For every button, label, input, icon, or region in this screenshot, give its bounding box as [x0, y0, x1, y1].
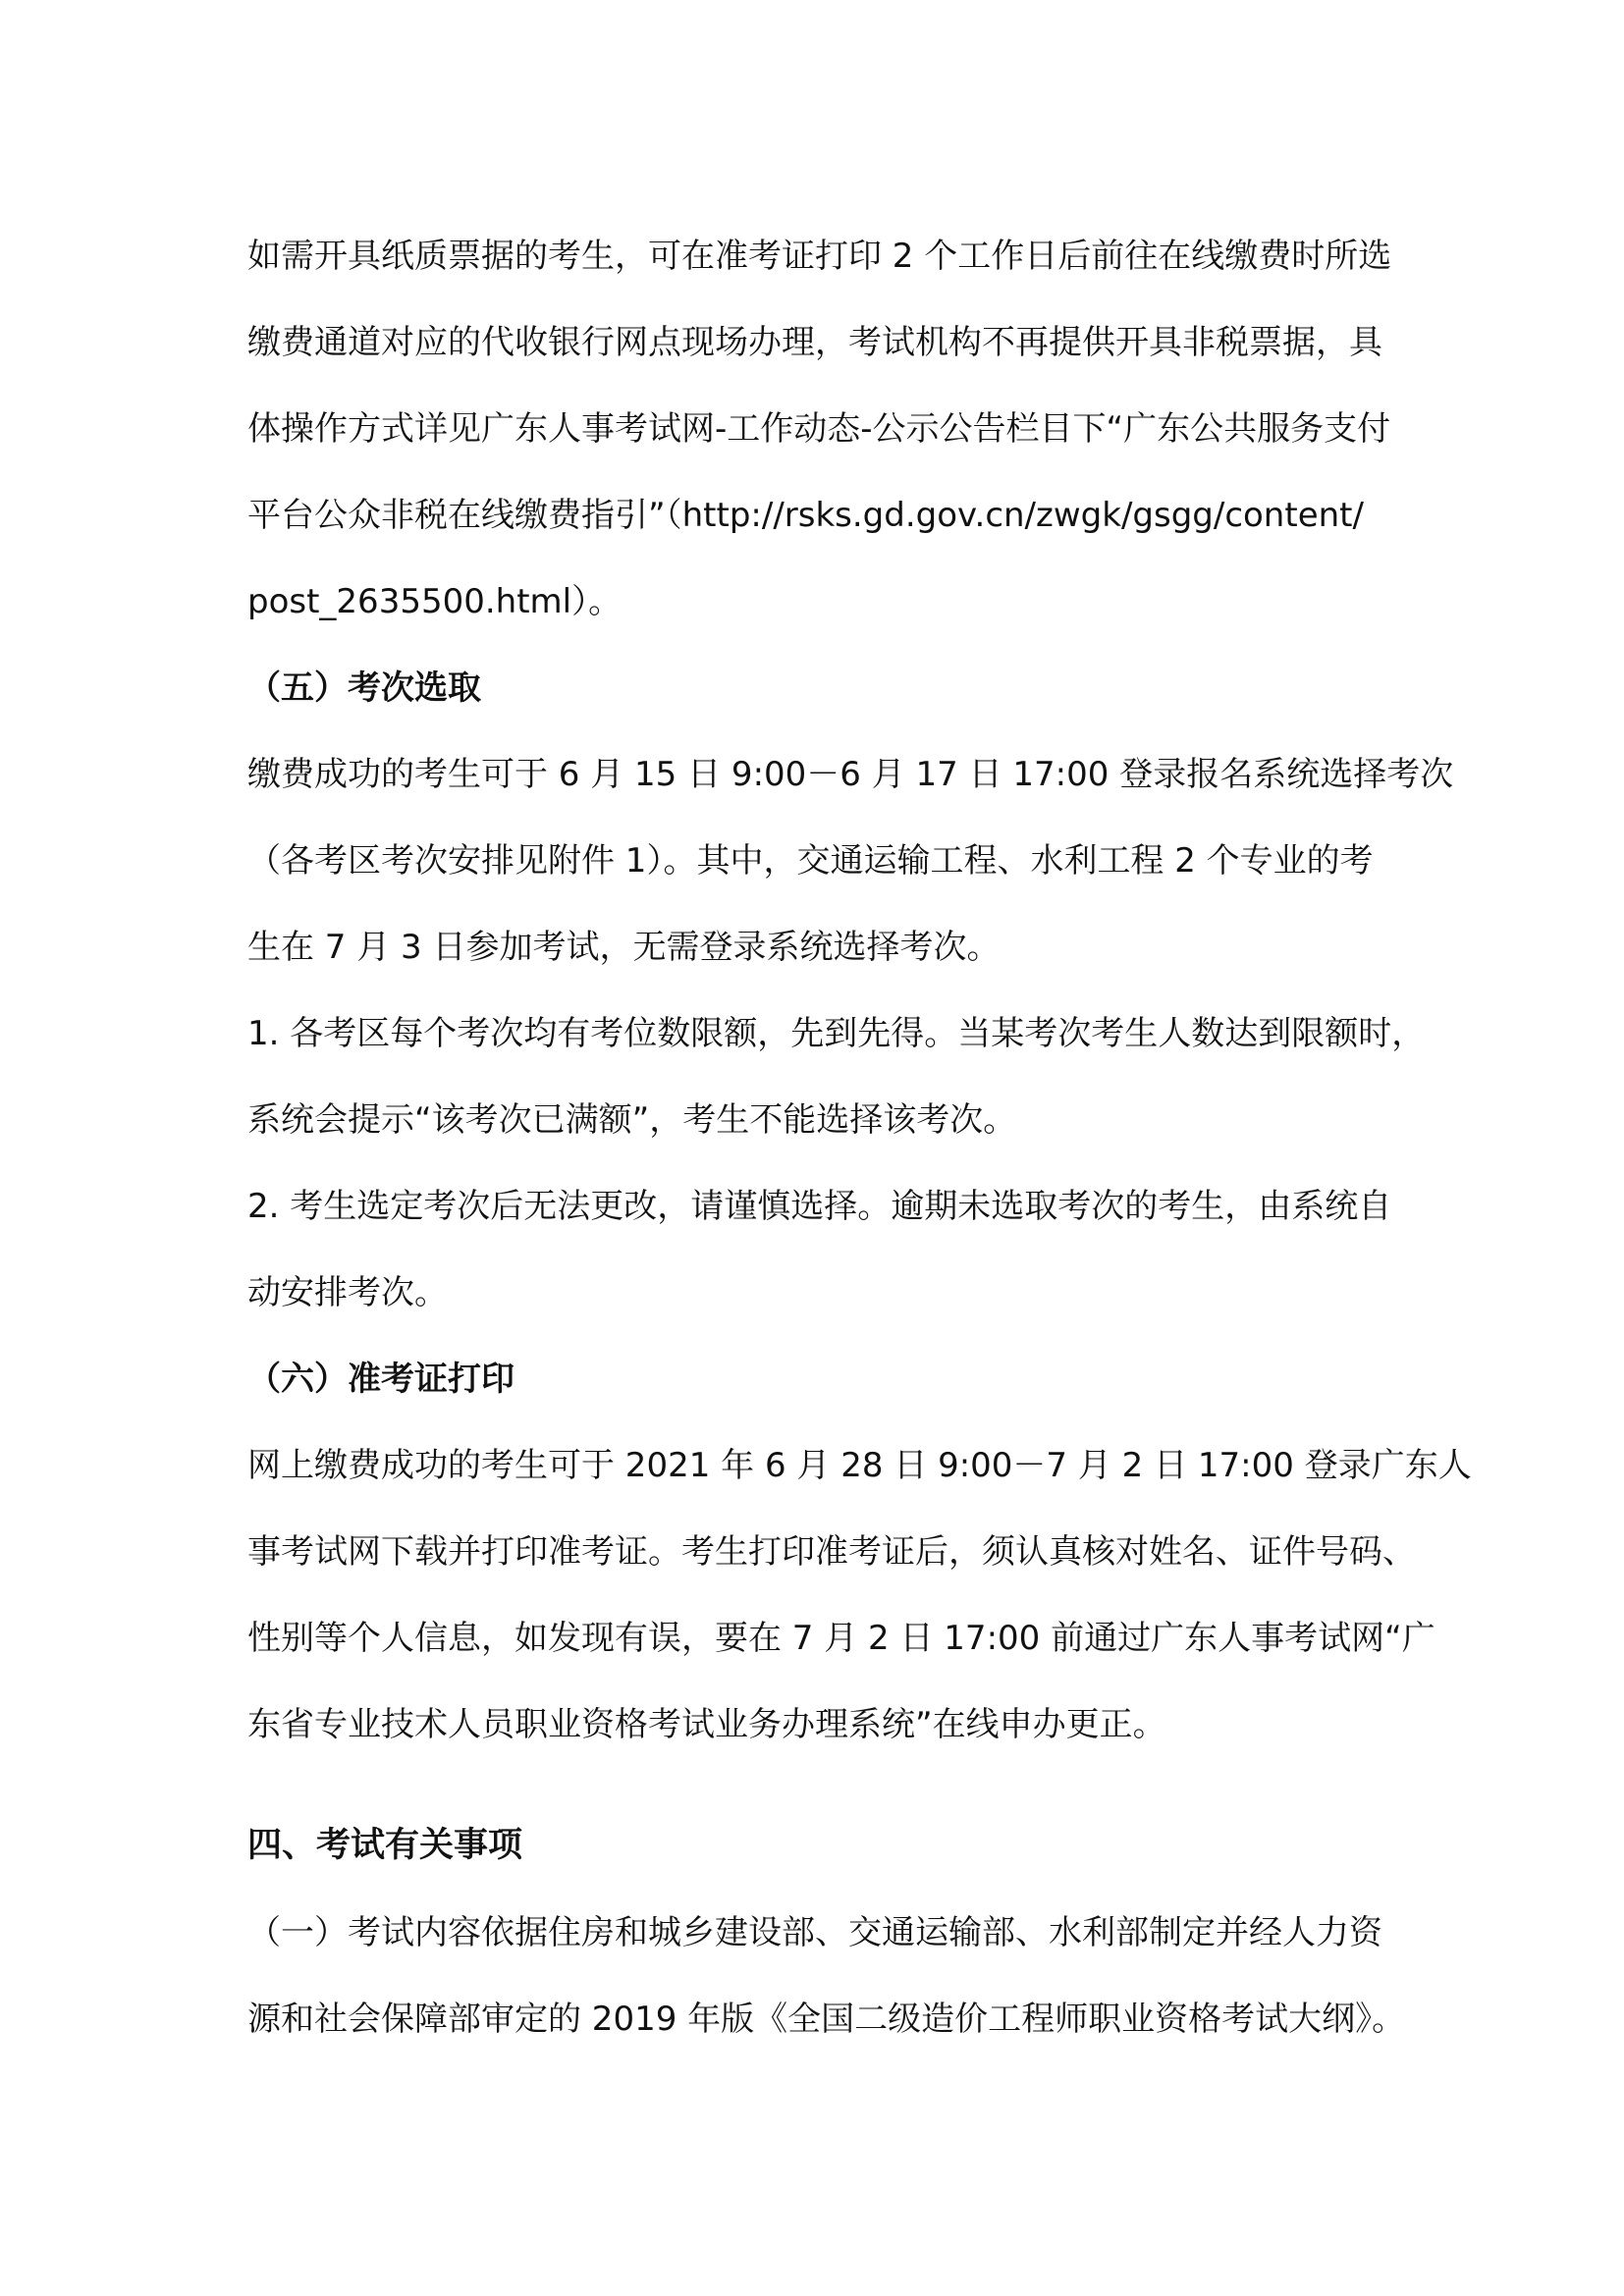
paragraph-line: 性别等个人信息，如发现有误，要在 7 月 2 日 17:00 前通过广东人事考试网“广 [247, 1619, 1435, 1658]
section-heading: （五）考次选取 [247, 668, 481, 708]
paragraph-line: 生在 7 月 3 日参加考试，无需登录系统选择考次。 [247, 928, 1001, 967]
paragraph-line: （一）考试内容依据住房和城乡建设部、交通运输部、水利部制定并经人力资 [247, 1913, 1382, 1952]
list-item-line: 动安排考次。 [247, 1273, 448, 1312]
chapter-heading: 四、考试有关事项 [247, 1826, 523, 1865]
list-item-line: 系统会提示“该考次已满额”，考生不能选择该考次。 [247, 1100, 1017, 1140]
paragraph-line: 缴费通道对应的代收银行网点现场办理，考试机构不再提供开具非税票据，具 [247, 323, 1382, 362]
list-item-line: 1. 各考区每个考次均有考位数限额，先到先得。当某考次考生人数达到限额时， [247, 1014, 1426, 1053]
paragraph-line: 网上缴费成功的考生可于 2021 年 6 月 28 日 9:00－7 月 2 日 17:00 登录广东人 [247, 1446, 1472, 1485]
paragraph-line: 平台公众非税在线缴费指引”（http://rsks.gd.gov.cn/zwgk/gsgg/content/ [247, 496, 1364, 535]
paragraph-line: （各考区考次安排见附件 1）。其中，交通运输工程、水利工程 2 个专业的考 [247, 841, 1374, 881]
paragraph-line: 源和社会保障部审定的 2019 年版《全国二级造价工程师职业资格考试大纲》。 [247, 2000, 1406, 2039]
paragraph-line: 缴费成功的考生可于 6 月 15 日 9:00－6 月 17 日 17:00 登录报名系统选择考次 [247, 755, 1454, 794]
section-heading: （六）准考证打印 [247, 1360, 514, 1399]
paragraph-line: 东省专业技术人员职业资格考试业务办理系统”在线申办更正。 [247, 1705, 1166, 1744]
paragraph-line: 事考试网下载并打印准考证。考生打印准考证后，须认真核对姓名、证件号码、 [247, 1532, 1416, 1572]
list-item-line: 2. 考生选定考次后无法更改，请谨慎选择。逾期未选取考次的考生，由系统自 [247, 1187, 1392, 1226]
paragraph-line: 如需开具纸质票据的考生，可在准考证打印 2 个工作日后前往在线缴费时所选 [247, 237, 1392, 276]
paragraph-line: post_2635500.html）。 [247, 582, 623, 621]
paragraph-line: 体操作方式详见广东人事考试网-工作动态-公示公告栏目下“广东公共服务支付 [247, 409, 1391, 449]
